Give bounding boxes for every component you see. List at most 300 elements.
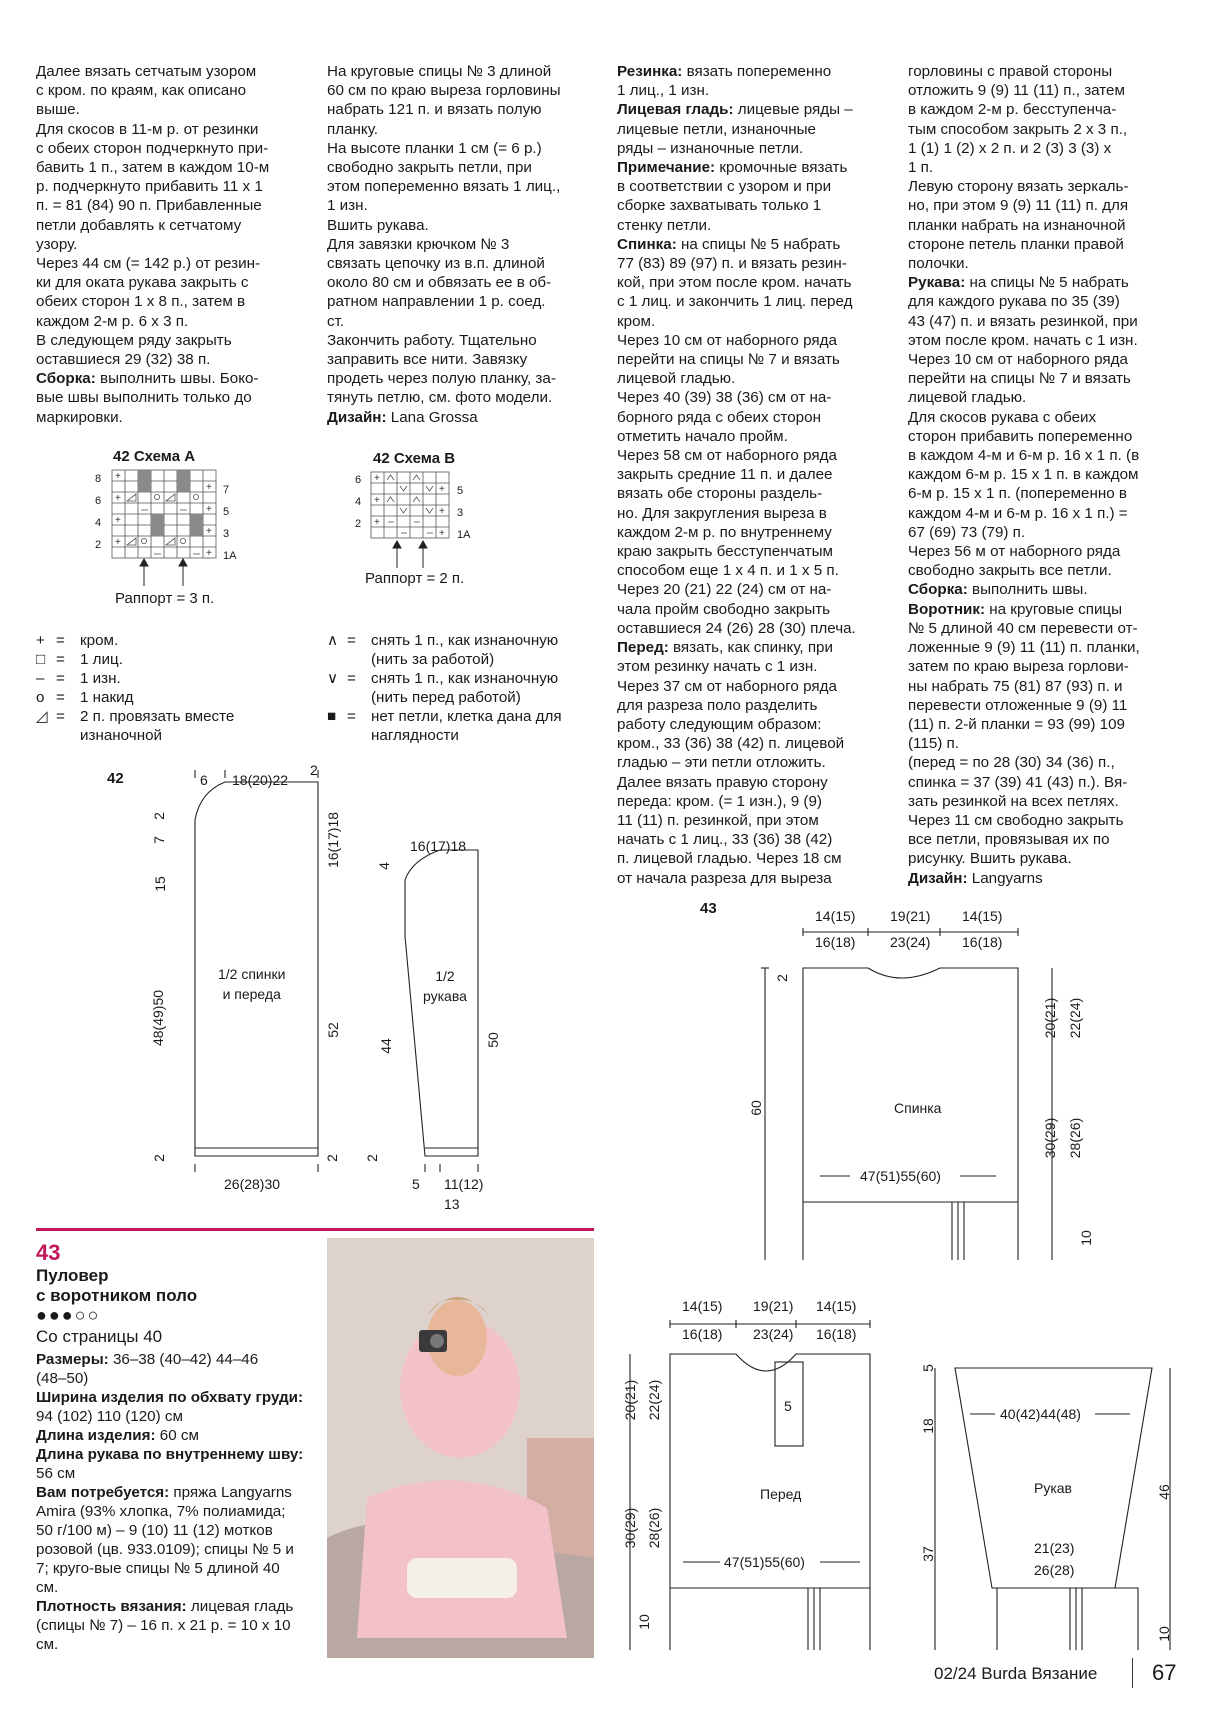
section-text: кромочные вязать: [715, 159, 848, 177]
front-left-22: 22(24): [646, 1379, 663, 1421]
section-text: на круговые спицы: [985, 600, 1123, 618]
scheme-b-rapport: Раппорт = 2 п.: [365, 570, 465, 587]
text-line: [617, 773, 892, 792]
section-text: Через 11 см свободно закрыть: [908, 811, 1124, 829]
text-line: с обеих сторон подчеркнуто при-: [36, 139, 269, 157]
back-top2-a: 16(18): [815, 934, 856, 950]
text-line: выше.: [36, 101, 80, 119]
scheme-a-left-rows: 8 6 4 2: [95, 473, 102, 551]
section-text: отложить 9 (9) 11 (11) п., затем: [908, 82, 1125, 100]
sleeve-mid2: 26(28): [1034, 1562, 1075, 1578]
text-line: [617, 811, 892, 830]
text-line: [908, 196, 1178, 215]
legend-text: нет петли, клетка дана для: [371, 708, 562, 725]
text-line: [908, 388, 1178, 407]
text-line: [617, 446, 892, 465]
legend-item: [327, 631, 558, 650]
section-text: гладью – эти петли отложить.: [617, 754, 826, 772]
text-line: [617, 504, 892, 523]
back-right-20: 20(21): [1042, 997, 1059, 1039]
text-line: [617, 273, 892, 292]
design-name: Lana Grossa: [386, 408, 478, 426]
text-line: [908, 734, 1178, 753]
section-text: Далее вязать правую сторону: [617, 773, 828, 791]
section-text: Через 56 м от наборного ряда: [908, 543, 1121, 561]
section-text: каждом 4-м и 6-м р. 16 х 1 п.) =: [908, 504, 1128, 522]
sleeve-dim-bottom-b: 11(12): [444, 1176, 484, 1192]
sleeve-dim-bottom-c: 13: [444, 1196, 460, 1212]
issue-number: 02/24: [934, 1664, 977, 1683]
assembly-text: выполнить швы. Боко-: [95, 370, 259, 388]
text-line: [908, 100, 1178, 119]
svg-text:+: +: [374, 517, 380, 528]
section-text: п. лицевой гладью. Через 18 см: [617, 850, 842, 868]
dim-top-b: 18(20)22: [232, 772, 289, 788]
assembly-label: Сборка:: [36, 370, 96, 388]
text-line: п. = 81 (84) 90 п. Прибавленные: [36, 197, 262, 215]
text-line: [617, 849, 892, 868]
section-text: в каждом 4-м и 6-м р. 16 х 1 п. (в: [908, 447, 1140, 465]
sleeve-right-10: 10: [1155, 1626, 1172, 1642]
section-text: 67 (69) 73 (79) п.: [908, 523, 1026, 541]
text-line: [908, 427, 1178, 446]
spec-label: Плотность вязания:: [36, 1598, 187, 1615]
section-text: лицевые петли, изнаночные: [617, 120, 816, 138]
legend-item: [36, 631, 118, 650]
page-number: 67: [1152, 1660, 1177, 1685]
spec-item: [36, 1445, 306, 1483]
sleeve-label: Рукав: [1034, 1480, 1072, 1496]
text-line: [617, 292, 892, 311]
text-line: [617, 100, 892, 119]
text-line: [908, 292, 1178, 311]
legend-text: 1 накид: [80, 689, 134, 706]
text-line: На круговые спицы № 3 длиной: [327, 63, 552, 80]
instructions-col-1: [36, 62, 298, 427]
sleeve-label: 1/2 рукава: [423, 968, 467, 1004]
back-width: 47(51)55(60): [860, 1168, 941, 1184]
svg-text:+: +: [206, 482, 212, 493]
text-line: набрать 121 п. и вязать полую: [327, 101, 542, 119]
section-text: но. Для закругления выреза в: [617, 504, 827, 522]
model-specs: [36, 1350, 306, 1654]
text-line: этом попеременно вязать 1 лиц.,: [327, 178, 561, 196]
text-line: [908, 62, 1178, 81]
legend-text: снять 1 п., как изнаночную: [371, 670, 559, 687]
text-line: [617, 830, 892, 849]
section-text: кром., 33 (36) 38 (42) п. лицевой: [617, 735, 845, 753]
page-reference: Со страницы 40: [36, 1327, 163, 1346]
section-text: перейти на спицы № 7 и вязать: [617, 351, 840, 369]
text-line: связать цепочку из в.п. длиной: [327, 255, 545, 273]
text-line: 60 см по краю выреза горловины: [327, 82, 561, 100]
section-text: 6-м р. 15 х 1 п. (попеременно в: [908, 485, 1127, 503]
section-text: начать с 1 лиц., 33 (36) 38 (42): [617, 831, 833, 849]
text-line: [617, 696, 892, 715]
legend-equals: =: [347, 632, 356, 649]
scheme-a: [95, 448, 275, 618]
spec-item: [36, 1350, 306, 1388]
legend-text: снять 1 п., как изнаночную: [371, 632, 559, 649]
svg-text:+: +: [374, 495, 380, 506]
sleeve-left-5: 5: [919, 1364, 936, 1372]
text-line: [908, 619, 1178, 638]
sleeve-drawing: [930, 1350, 1180, 1650]
text-line: В следующем ряду закрыть: [36, 331, 232, 349]
pattern-43-back: [700, 900, 1120, 1260]
section-text: 11 (11) п. резинкой, при этом: [617, 811, 819, 829]
text-line: [908, 158, 1178, 177]
section-text: перейти на спицы № 7 и вязать: [908, 370, 1131, 388]
text-line: свободно закрыть петли, при: [327, 159, 532, 177]
dim-left-48: 48(49)50: [150, 989, 167, 1047]
legend-text: (нить за работой): [371, 651, 495, 668]
text-line: петли добавлять к сетчатому: [36, 216, 242, 234]
section-text: ряды – изнаночные петли.: [617, 139, 804, 157]
section-text: на спицы № 5 набрать: [676, 235, 841, 253]
spec-value: 56 см: [36, 1465, 76, 1482]
front-top2-c: 16(18): [816, 1326, 857, 1342]
spec-value: пряжа Langyarns Amira (93% хлопка, 7% полиамида; 50 г/100 м) – 9 (10) 11 (12) мотков розовой (цв. 933.0109); спицы № 5 и 7; круго-вые спицы № 5 длиной 40 см.: [36, 1484, 294, 1596]
dim-left-7: 7: [150, 836, 167, 844]
section-text: вязать обе стороны раздель-: [617, 485, 823, 503]
legend-item: [36, 726, 162, 745]
section-text: (перед = по 28 (30) 34 (36) п.,: [908, 754, 1115, 772]
svg-text:+: +: [115, 493, 121, 504]
text-line: тянуть петлю, см. фото модели.: [327, 389, 553, 407]
legend-symbol: ■: [327, 708, 337, 725]
svg-text:+: +: [206, 504, 212, 515]
section-label: Дизайн:: [908, 869, 968, 887]
text-line: маркировки.: [36, 408, 123, 426]
scheme-b-title: 42 Схема В: [373, 450, 456, 467]
text-line: [617, 62, 892, 81]
section-text: в соответствии с узором и при: [617, 178, 832, 196]
text-line: [908, 504, 1178, 523]
design-line: [327, 408, 592, 427]
section-label: Спинка:: [617, 235, 677, 253]
section-text: зать резинкой на всех петлях.: [908, 792, 1119, 810]
svg-text:+: +: [374, 473, 380, 484]
back-left-2: 2: [773, 974, 790, 982]
text-line: [617, 734, 892, 753]
spec-label: Длина рукава по внутреннему шву:: [36, 1446, 304, 1463]
scheme-a-title: 42 Схема А: [113, 448, 196, 465]
text-line: обеих сторон 1 х 8 п., затем в: [36, 293, 246, 311]
legend-text: наглядности: [371, 727, 459, 744]
text-line: [908, 408, 1178, 427]
section-text: свободно закрыть все петли.: [908, 562, 1112, 580]
section-text: этом резинку начать с 1 изн.: [617, 658, 818, 676]
section-label: Лицевая гладь:: [617, 101, 734, 119]
text-line: [617, 580, 892, 599]
back-right-30: 30(29): [1042, 1117, 1059, 1159]
text-line: [617, 638, 892, 657]
dim-right-2: 2: [323, 1154, 340, 1162]
text-line: [617, 369, 892, 388]
sleeve-dim-2: 2: [363, 1154, 380, 1162]
svg-text:+: +: [439, 528, 445, 539]
instructions-col-4: [908, 62, 1178, 888]
text-line: [617, 657, 892, 676]
text-line: около 80 см и обвязать ее в об-: [327, 274, 552, 292]
text-line: вые швы выполнить только до: [36, 389, 252, 407]
text-line: бавить 1 п., затем в каждом 10-м: [36, 159, 270, 177]
back-label: Спинка: [894, 1100, 942, 1116]
legend-symbol: □: [36, 651, 46, 668]
svg-text:+: +: [206, 548, 212, 559]
sleeve-left-37: 37: [919, 1546, 936, 1562]
front-drawing: [620, 1290, 920, 1650]
pattern-42-number: 42: [107, 770, 124, 787]
front-slit: 5: [784, 1398, 792, 1414]
text-line: [617, 216, 892, 235]
dim-bottom: 26(28)30: [224, 1176, 281, 1192]
text-line: [908, 830, 1178, 849]
section-text: Через 20 (21) 22 (24) см от на-: [617, 581, 832, 599]
legend-text: 1 изн.: [80, 670, 121, 687]
scheme-b-right-rows: 5 3 1А: [457, 485, 471, 541]
spec-value: 36–38 (40–42) 44–46: [108, 1351, 259, 1368]
text-line: [908, 753, 1178, 772]
section-text: Через 37 см от наборного ряда: [617, 677, 837, 695]
text-line: [908, 446, 1178, 465]
dim-left-15: 15: [151, 876, 168, 892]
text-line: [908, 523, 1178, 542]
model-number: 43: [36, 1240, 61, 1265]
svg-text:+: +: [439, 484, 445, 495]
section-text: кром.: [617, 312, 656, 330]
text-line: [617, 388, 892, 407]
section-text: с 1 лиц. и закончить 1 лиц. перед: [617, 293, 853, 311]
page-footer: [934, 1660, 1177, 1685]
section-text: планки набрать на изнаночной: [908, 216, 1126, 234]
text-line: [617, 561, 892, 580]
sleeve-right-46: 46: [1155, 1484, 1172, 1500]
legend-item: [327, 707, 562, 726]
dim-left-2a: 2: [150, 812, 167, 820]
text-line: Для скосов в 11-м р. от резинки: [36, 120, 259, 138]
section-text: (11) п. 2-й планки = 93 (99) 109: [908, 715, 1126, 733]
section-text: 1 лиц., 1 изн.: [617, 82, 710, 100]
text-line: [908, 677, 1178, 696]
sleeve-top-width: 40(42)44(48): [1000, 1406, 1081, 1422]
section-text: стенку петли.: [617, 216, 712, 234]
section-text: Через 58 см от наборного ряда: [617, 447, 837, 465]
scheme-b: [355, 450, 525, 600]
front-top1-b: 19(21): [753, 1298, 794, 1314]
text-line: [908, 254, 1178, 273]
section-text: Через 10 см от наборного ряда: [617, 331, 837, 349]
back-top1-c: 14(15): [962, 908, 1003, 924]
section-text: тым способом закрыть 2 х 3 п.,: [908, 120, 1128, 138]
spec-value: 94 (102) 110 (120) см: [36, 1408, 183, 1425]
legend-equals: =: [347, 670, 356, 687]
front-left-28: 28(26): [646, 1507, 663, 1549]
text-line: [617, 542, 892, 561]
text-line: [617, 120, 892, 139]
legend-text: 2 п. провязать вместе: [80, 708, 235, 725]
text-line: [617, 331, 892, 350]
text-line: заправить все нити. Завязку: [327, 351, 528, 369]
section-text: № 5 длиной 40 см перевести от-: [908, 619, 1138, 637]
text-line: [908, 81, 1178, 100]
text-line: с кром. по краям, как описано: [36, 82, 247, 100]
section-text: работу следующим образом:: [617, 715, 822, 733]
section-text: этом после кром. начать с 1 изн.: [908, 331, 1138, 349]
front-label: Перед: [760, 1486, 802, 1502]
section-text: отметить начало пройм.: [617, 427, 788, 445]
front-left-20: 20(21): [622, 1379, 639, 1421]
section-text: кой, при этом после кром. начать: [617, 274, 852, 292]
text-line: [908, 792, 1178, 811]
spec-label: Размеры:: [36, 1351, 109, 1368]
text-line: На высоте планки 1 см (= 6 р.): [327, 139, 542, 157]
section-label: Перед:: [617, 639, 669, 657]
spec-value: лицевая гладь (спицы № 7) – 16 п. х 21 р. = 10 х 10 см.: [36, 1598, 294, 1653]
legend-text: кром.: [80, 632, 119, 649]
section-text: выполнить швы.: [967, 581, 1088, 599]
section-text: (115) п.: [908, 735, 959, 753]
text-line: [908, 139, 1178, 158]
text-line: [617, 427, 892, 446]
section-text: оставшиеся 24 (26) 28 (30) плеча.: [617, 619, 856, 637]
section-text: для разреза поло разделить: [617, 696, 818, 714]
text-line: Через 44 см (= 142 р.) от резин-: [36, 255, 261, 273]
section-text: каждом 2-м р. по внутреннему: [617, 523, 832, 541]
svg-text:+: +: [115, 537, 121, 548]
scheme-b-left-rows: 6 4 2: [355, 474, 362, 530]
text-line: каждом 2-м р. 6 х 3 п.: [36, 312, 189, 330]
back-top2-c: 16(18): [962, 934, 1003, 950]
text-line: Вшить рукава.: [327, 216, 429, 234]
text-line: [908, 773, 1178, 792]
section-divider: [36, 1228, 594, 1231]
text-line: [908, 869, 1178, 888]
back-top2-b: 23(24): [890, 934, 931, 950]
dim-top-c: 2: [310, 762, 318, 778]
section-text: от начала разреза для выреза: [617, 869, 832, 887]
text-line: [908, 350, 1178, 369]
back-drawing: [700, 900, 1120, 1260]
section-text: 1 (1) 1 (2) х 2 п. и 2 (3) 3 (3) х: [908, 139, 1112, 157]
model-photo-illustration: [327, 1238, 594, 1658]
text-line: [617, 792, 892, 811]
section-label: Резинка:: [617, 63, 683, 80]
section-text: лицевой гладью.: [617, 370, 736, 388]
sleeve-left-18: 18: [919, 1418, 936, 1434]
magazine-name: Burda Вязание: [981, 1664, 1098, 1683]
section-label: Воротник:: [908, 600, 986, 618]
legend-item: [327, 726, 459, 745]
section-text: 1 п.: [908, 159, 934, 177]
section-text: но, при этом 9 (9) 11 (11) п. для: [908, 197, 1129, 215]
section-text: Для скосов рукава с обеих: [908, 408, 1097, 426]
text-line: [617, 600, 892, 619]
section-text: спинка = 37 (39) 41 (43) п.). Вя-: [908, 773, 1128, 791]
section-text: Через 10 см от наборного ряда: [908, 351, 1128, 369]
text-line: ст.: [327, 312, 345, 330]
text-line: [617, 158, 892, 177]
section-text: 77 (83) 89 (97) п. и вязать резин-: [617, 255, 847, 273]
text-line: [617, 254, 892, 273]
text-line: ки для оката рукава закрыть с: [36, 274, 249, 292]
text-line: [908, 580, 1178, 599]
dim-right-16: 16(17)18: [325, 811, 342, 869]
spec-item: [36, 1483, 306, 1597]
section-text: горловины с правой стороны: [908, 63, 1113, 80]
pattern-43-front: [620, 1290, 920, 1650]
spec-label: Ширина изделия по обхвату груди:: [36, 1389, 304, 1406]
legend-item: [36, 669, 121, 688]
spec-item: [36, 1597, 306, 1654]
text-line: [908, 120, 1178, 139]
text-line: [908, 177, 1178, 196]
dim-left-2b: 2: [150, 1154, 167, 1162]
front-top2-a: 16(18): [682, 1326, 723, 1342]
section-label: Рукава:: [908, 274, 966, 292]
text-line: [617, 869, 892, 888]
text-line: [908, 638, 1178, 657]
legend-equals: =: [56, 651, 65, 668]
legend-symbol: o: [36, 689, 45, 706]
text-line: [617, 312, 892, 331]
text-line: [617, 484, 892, 503]
text-line: [617, 81, 892, 100]
sleeve-dim-bottom-a: 5: [412, 1176, 420, 1192]
text-line: р. подчеркнуто прибавить 11 х 1: [36, 178, 263, 196]
section-text: способом еще 1 х 4 п. и 1 х 5 п.: [617, 562, 839, 580]
svg-text:+: +: [439, 506, 445, 517]
text-line: [908, 465, 1178, 484]
model-photo: [327, 1238, 594, 1658]
legend-item: [36, 688, 134, 707]
section-text: вязать попеременно: [682, 63, 832, 80]
text-line: [617, 465, 892, 484]
front-left-10: 10: [635, 1614, 652, 1630]
back-top1-a: 14(15): [815, 908, 856, 924]
instructions-col-2: [327, 62, 592, 427]
text-line: оставшиеся 29 (32) 38 п.: [36, 351, 211, 369]
spec-item: [36, 1388, 306, 1426]
section-text: борного ряда с обеих сторон: [617, 408, 821, 426]
text-line: 1 изн.: [327, 197, 368, 215]
section-text: переда: кром. (= 1 изн.), 9 (9): [617, 792, 822, 810]
section-text: лицевые ряды –: [733, 101, 853, 119]
legend-symbol: ◿: [36, 708, 48, 725]
legend-equals: =: [56, 689, 65, 706]
section-text: сторон прибавить попеременно: [908, 427, 1133, 445]
scheme-a-rapport: Раппорт = 3 п.: [115, 590, 215, 607]
text-line: продеть через полую планку, за-: [327, 370, 556, 388]
text-line: [908, 849, 1178, 868]
text-line: [908, 273, 1178, 292]
section-text: закрыть средние 11 п. и далее: [617, 466, 833, 484]
text-line: [908, 312, 1178, 331]
text-line: [617, 235, 892, 254]
section-text: лицевой гладью.: [908, 389, 1027, 407]
section-text: 43 (47) п. и вязать резинкой, при: [908, 312, 1138, 330]
back-right-10: 10: [1077, 1230, 1094, 1246]
section-text: затем по краю выреза горлови-: [908, 658, 1129, 676]
section-text: каждом 6-м р. 15 х 1 п. в каждом: [908, 466, 1139, 484]
legend-text: изнаночной: [80, 727, 163, 744]
legend-text: 1 лиц.: [80, 651, 123, 668]
model-title: Пуловер с воротником поло: [36, 1266, 198, 1305]
text-line: [908, 369, 1178, 388]
spec-label: Длина изделия:: [36, 1427, 156, 1444]
section-text: ложенные 9 (9) 11 (11) п. планки,: [908, 639, 1140, 657]
